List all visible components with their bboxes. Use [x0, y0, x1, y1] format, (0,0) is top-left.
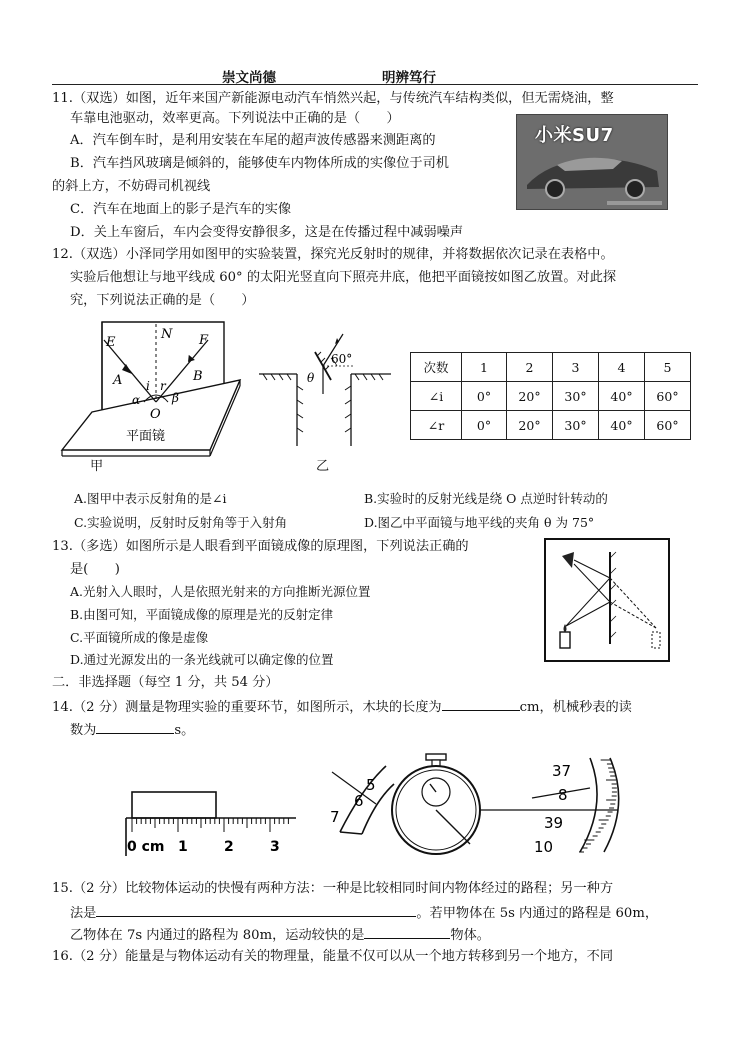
label-alpha: α — [132, 393, 141, 407]
table-cell: 4 — [599, 353, 645, 382]
q13-option-d: D.通过光源发出的一条光线就可以确定像的位置 — [70, 652, 334, 667]
q13-option-c: C.平面镜所成的像是虚像 — [70, 630, 209, 645]
header-motto-right: 明辨笃行 — [382, 70, 436, 86]
q12-stem-line2: 实验后他想让与地平线成 60° 的太阳光竖直向下照亮井底，他把平面镜按如图乙放置。对此探 — [70, 270, 617, 285]
header-divider — [52, 84, 698, 85]
q14-text-2a: 数为 — [70, 723, 97, 738]
label-a: A — [113, 373, 123, 388]
label-60-degree: 60° — [331, 352, 353, 366]
big-dial-10: 10 — [534, 838, 554, 856]
label-beta: β — [172, 391, 179, 405]
q11-option-a: A．汽车倒车时，是利用安装在车尾的超声波传感器来测距离的 — [70, 133, 436, 148]
car-silhouette-icon — [517, 115, 667, 209]
q13-stem-line2: 是( ) — [70, 562, 120, 577]
ruler-figure — [120, 788, 300, 858]
table-cell: 1 — [462, 353, 507, 382]
ruler-label-0: 0 cm — [127, 839, 165, 855]
table-cell: 0° — [462, 411, 507, 440]
q14-stem-line1 — [52, 697, 632, 717]
label-plane-mirror: 平面镜 — [126, 429, 166, 444]
reflection-experiment-figure — [60, 318, 250, 478]
q15-stem-line1: 15.（2 分）比较物体运动的快慢有两种方法：一种是比较相同时间内物体经过的路程；另一种方 — [52, 881, 614, 896]
q13-stem-line1: 13.（多选）如图所示是人眼看到平面镜成像的原理图，下列说法正确的 — [52, 539, 469, 554]
label-r: r — [160, 379, 166, 393]
candle-image-icon — [652, 632, 660, 648]
q12-stem-line3: 究，下列说法正确的是（ ） — [70, 293, 255, 308]
q16-stem-line1: 16.（2 分）能量是与物体运动有关的物理量，能量不仅可以从一个地方转移到另一个地方，不同 — [52, 949, 614, 964]
q14-text-1b: cm，机械秒表的读 — [519, 700, 632, 715]
big-dial-37: 37 — [552, 762, 572, 780]
page-header — [0, 66, 751, 86]
q11-option-c: C．汽车在地面上的影子是汽车的实像 — [70, 202, 292, 217]
q15-stem-line2 — [70, 903, 658, 923]
q15-text-3a: 乙物体在 7s 内通过的路程为 80m，运动较快的是 — [70, 928, 365, 943]
label-i: i — [146, 379, 150, 393]
table-cell: 30° — [553, 382, 599, 411]
big-dial-39: 39 — [544, 814, 564, 832]
ruler-label-1: 1 — [178, 839, 188, 855]
label-n: N — [161, 327, 173, 342]
label-b: B — [193, 369, 203, 384]
table-row — [411, 382, 691, 411]
q15-stem-line3 — [70, 925, 490, 945]
table-cell: 次数 — [411, 353, 462, 382]
q15-text-3b: 物体。 — [450, 928, 490, 943]
table-cell: 20° — [507, 382, 553, 411]
well-mirror-figure — [255, 330, 395, 450]
q11-stem-line1: 11.（双选）如图，近年来国产新能源电动汽车悄然兴起，与传统汽车结构类似，但无需烧油，整 — [52, 91, 614, 106]
table-cell: 30° — [553, 411, 599, 440]
q12-option-d: D.图乙中平面镜与地平线的夹角 θ 为 75° — [364, 515, 595, 530]
plane-mirror-imaging-figure — [544, 538, 670, 662]
small-dial-6: 6 — [354, 792, 364, 810]
q12-stem-line1: 12.（双选）小泽同学用如图甲的实验装置，探究光反射时的规律，并将数据依次记录在表格中。 — [52, 247, 614, 262]
table-cell: 40° — [599, 382, 645, 411]
table-cell: 0° — [462, 382, 507, 411]
table-row — [411, 353, 691, 382]
ruler-label-3: 3 — [270, 839, 280, 855]
q11-option-b: B．汽车挡风玻璃是倾斜的，能够使车内物体所成的实像位于司机 — [70, 156, 449, 171]
figure-caption-jia: 甲 — [90, 459, 104, 474]
label-theta: θ — [307, 371, 315, 385]
wood-block — [132, 792, 216, 818]
stopwatch-crown — [426, 754, 446, 760]
q14-blank-length[interactable] — [442, 697, 520, 711]
table-row — [411, 411, 691, 440]
label-f: F — [199, 333, 209, 348]
car-photo-title: 小米SU7 — [535, 125, 614, 146]
table-cell: 60° — [645, 382, 691, 411]
figure-caption-yi: 乙 — [316, 459, 330, 474]
q14-blank-time[interactable] — [96, 720, 174, 734]
q15-text-2b: 。若甲物体在 5s 内通过的路程是 60m， — [416, 906, 659, 921]
q12-option-b: B.实验时的反射光线是绕 O 点逆时针转动的 — [364, 491, 608, 506]
q11-option-b-cont: 的斜上方，不妨碍司机视线 — [52, 179, 211, 194]
q13-option-a: A.光射入人眼时，人是依照光射来的方向推断光源位置 — [70, 584, 371, 599]
small-dial-5: 5 — [366, 776, 376, 794]
q12-option-a: A.图甲中表示反射角的是∠i — [74, 491, 227, 506]
q15-blank-faster[interactable] — [364, 925, 450, 939]
small-dial-7: 7 — [330, 808, 340, 826]
table-cell: 60° — [645, 411, 691, 440]
reflection-data-table — [410, 352, 691, 440]
q14-text-1a: 14.（2 分）测量是物理实验的重要环节，如图所示，木块的长度为 — [52, 700, 442, 715]
q14-stem-line2 — [70, 720, 194, 740]
table-cell: ∠i — [411, 382, 462, 411]
q11-stem-line2: 车靠电池驱动，效率更高。下列说法中正确的是（ ） — [70, 111, 400, 126]
section-two-title: 二．非选择题（每空 1 分，共 54 分） — [52, 675, 279, 690]
q14-text-2b: s。 — [174, 723, 195, 738]
table-cell: 3 — [553, 353, 599, 382]
table-cell: 20° — [507, 411, 553, 440]
q11-option-d: D．关上车窗后，车内会变得安静很多，这是在传播过程中减弱噪声 — [70, 225, 464, 240]
table-cell: 2 — [507, 353, 553, 382]
big-dial-8: 8 — [558, 786, 568, 804]
candle-icon — [560, 632, 570, 648]
q15-blank-method[interactable] — [96, 903, 416, 917]
table-cell: ∠r — [411, 411, 462, 440]
stopwatch-figure — [318, 748, 623, 858]
q12-option-c: C.实验说明，反射时反射角等于入射角 — [74, 515, 288, 530]
ruler-label-2: 2 — [224, 839, 234, 855]
label-o: O — [150, 407, 161, 422]
label-e: E — [106, 335, 116, 350]
q15-text-2a: 法是 — [70, 906, 97, 921]
car-photo — [516, 114, 668, 210]
table-cell: 40° — [599, 411, 645, 440]
q13-option-b: B.由图可知，平面镜成像的原理是光的反射定律 — [70, 607, 334, 622]
table-cell: 5 — [645, 353, 691, 382]
header-motto-left: 崇文尚德 — [222, 70, 276, 86]
